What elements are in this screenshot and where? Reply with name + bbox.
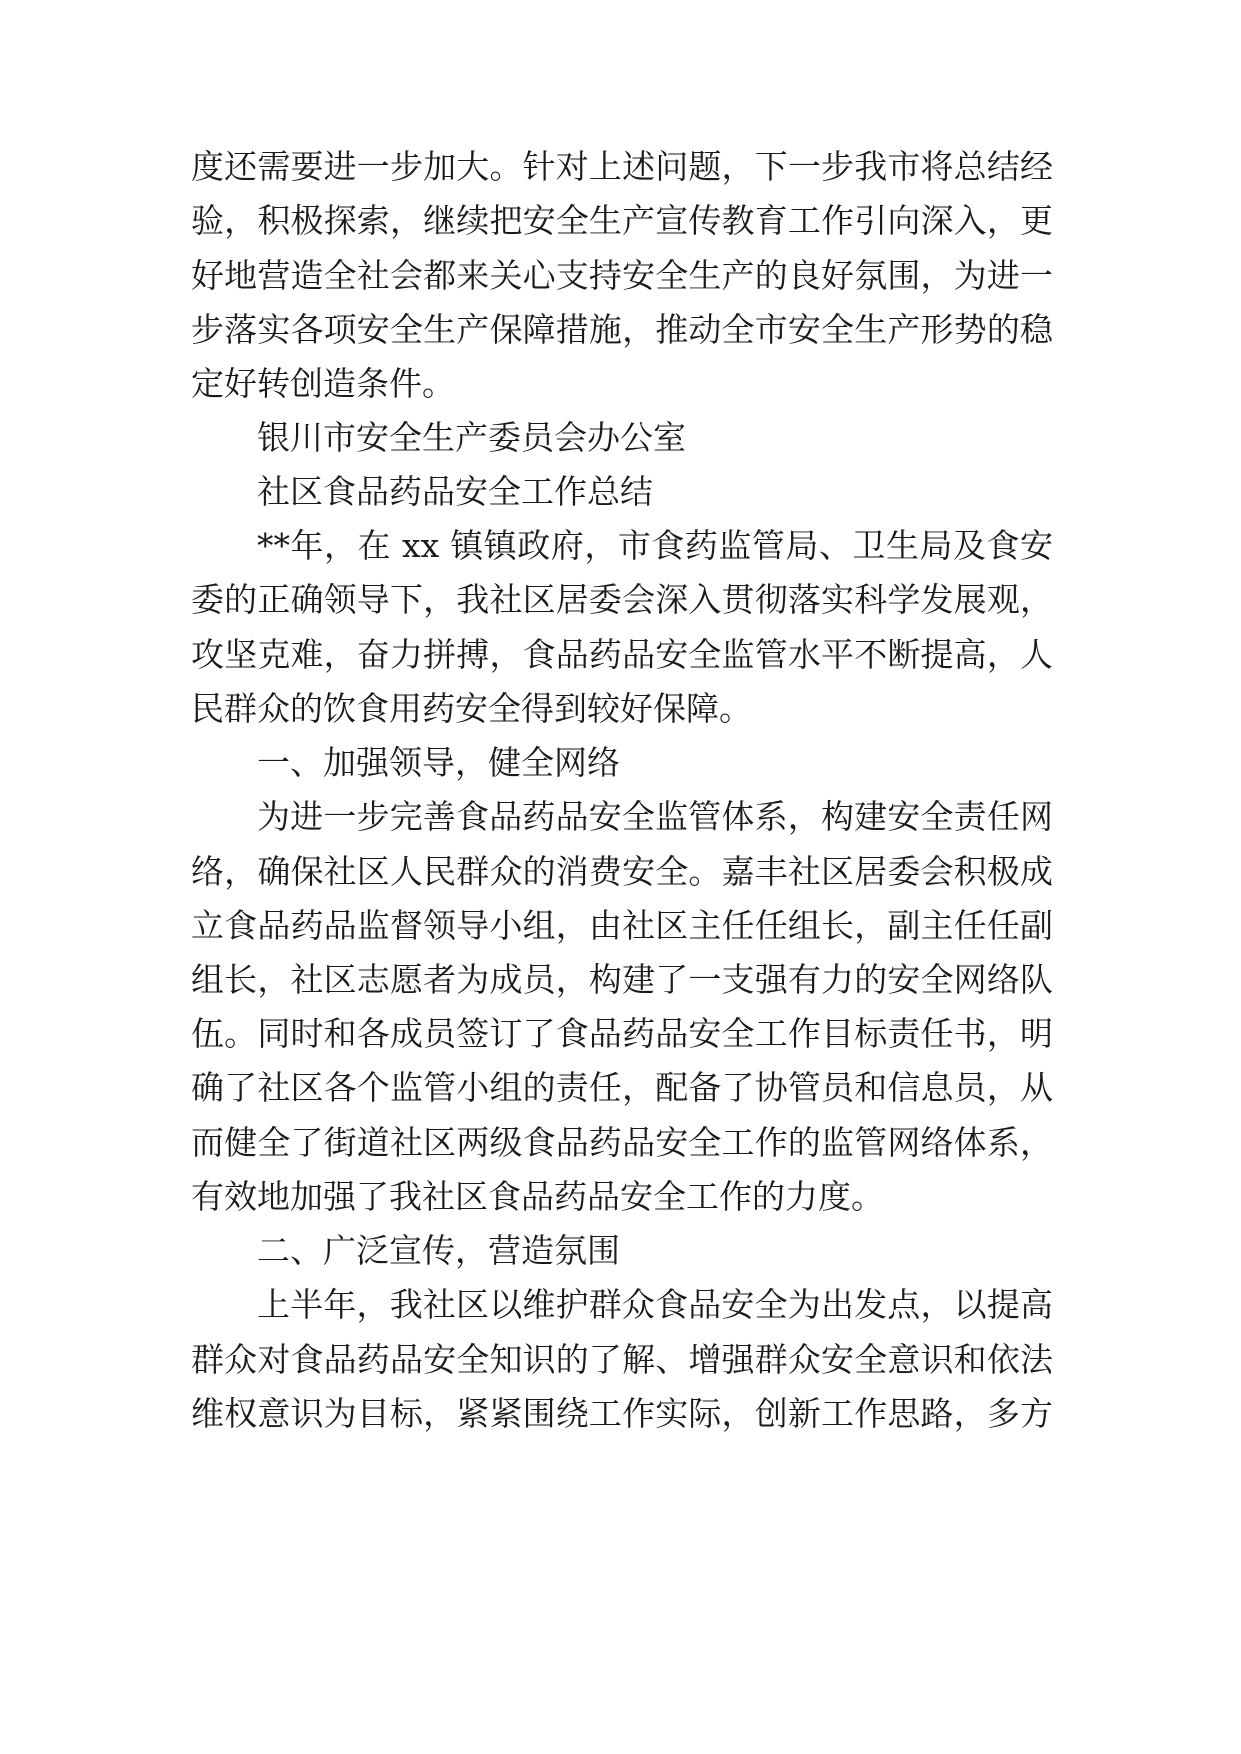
body-text-line: **年，在 xx 镇镇政府，市食药监管局、卫生局及食安: [257, 526, 1053, 565]
body-text-line: 确了社区各个监管小组的责任，配备了协管员和信息员，从: [191, 1068, 1053, 1107]
body-text-line: 维权意识为目标，紧紧围绕工作实际，创新工作思路，多方: [191, 1394, 1053, 1433]
body-text-line: 攻坚克难，奋力拼搏，食品药品安全监管水平不断提高，人: [191, 635, 1053, 674]
body-text-line: 而健全了街道社区两级食品药品安全工作的监管网络体系，: [191, 1123, 1053, 1162]
body-text-line: 为进一步完善食品药品安全监管体系，构建安全责任网: [257, 797, 1053, 836]
body-text-line: 络，确保社区人民群众的消费安全。嘉丰社区居委会积极成: [191, 852, 1053, 891]
section-heading: 二、广泛宣传，营造氛围: [257, 1231, 620, 1270]
body-text-line: 群众对食品药品安全知识的了解、增强群众安全意识和依法: [191, 1340, 1053, 1379]
body-text-line: 民群众的饮食用药安全得到较好保障。: [191, 689, 752, 728]
body-text-line: 组长，社区志愿者为成员，构建了一支强有力的安全网络队: [191, 960, 1053, 999]
section-heading: 一、加强领导，健全网络: [257, 743, 620, 782]
body-text-line: 有效地加强了我社区食品药品安全工作的力度。: [191, 1177, 884, 1216]
document-title: 社区食品药品安全工作总结: [257, 472, 653, 511]
body-text-line: 步落实各项安全生产保障措施，推动全市安全生产形势的稳: [191, 310, 1053, 349]
body-text-line: 度还需要进一步加大。针对上述问题，下一步我市将总结经: [191, 147, 1053, 186]
signature-office: 银川市安全生产委员会办公室: [257, 418, 686, 457]
body-text-line: 上半年，我社区以维护群众食品安全为出发点，以提高: [257, 1285, 1053, 1324]
body-text-line: 定好转创造条件。: [191, 364, 455, 403]
body-text-line: 验，积极探索，继续把安全生产宣传教育工作引向深入，更: [191, 201, 1053, 240]
body-text-line: 伍。同时和各成员签订了食品药品安全工作目标责任书，明: [191, 1014, 1053, 1053]
body-text-line: 好地营造全社会都来关心支持安全生产的良好氛围，为进一: [191, 256, 1053, 295]
body-text-line: 立食品药品监督领导小组，由社区主任任组长，副主任任副: [191, 906, 1053, 945]
body-text-line: 委的正确领导下，我社区居委会深入贯彻落实科学发展观，: [191, 580, 1053, 619]
